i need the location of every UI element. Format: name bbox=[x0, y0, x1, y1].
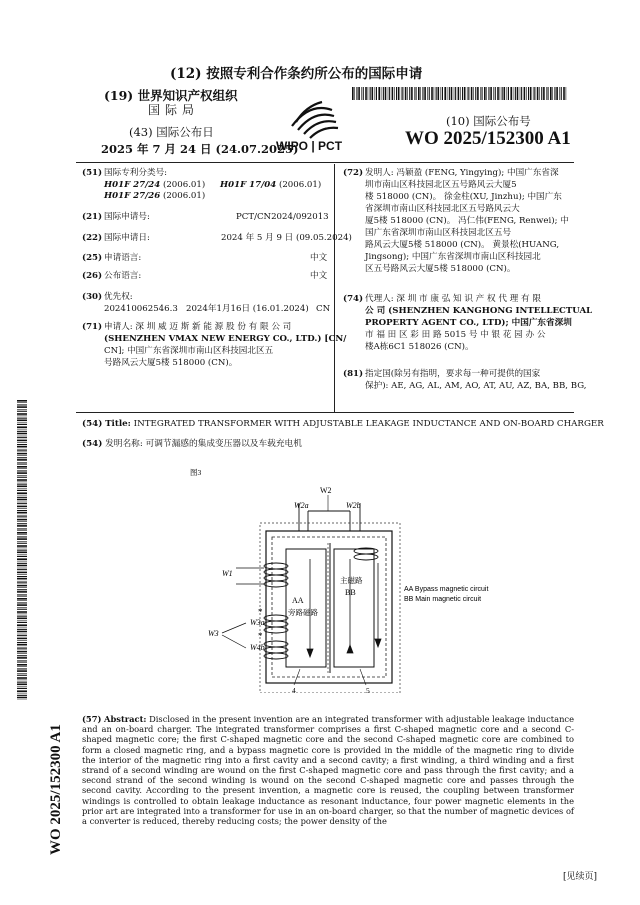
designated-line: 保护): AE, AG, AL, AM, AO, AT, AU, AZ, BA, BB, BG, bbox=[365, 381, 587, 391]
agent-line: 公 司 (SHENZHEN KANGHONG INTELLECTUAL bbox=[365, 306, 593, 316]
abstract-block bbox=[82, 714, 574, 826]
aa-cn-label: 旁路磁路 bbox=[288, 608, 318, 617]
agent-line: 楼A栋6C1 518026 (CN)。 bbox=[365, 342, 474, 352]
designated-line: 指定国(除另有指明，要求每一种可提供的国家 bbox=[365, 369, 541, 379]
flux-path bbox=[272, 537, 386, 677]
priority-date: 2024年1月16日 (16.01.2024) bbox=[186, 304, 309, 314]
w1-label: W1 bbox=[222, 569, 233, 578]
applicant-line: CN]; 中国广东省深圳市南山区科技园北区五 bbox=[104, 346, 274, 356]
inventor-line: 区五号路风云大厦5楼 518000 (CN)。 bbox=[365, 264, 516, 274]
bb-cn-label: 主磁路 bbox=[340, 576, 363, 585]
logo-text: WIPO | PCT bbox=[276, 139, 343, 153]
filing-date-value: 2024 年 5 月 9 日 (09.05.2024) bbox=[221, 233, 352, 243]
inventor-line: 路风云大厦5楼 518000 (CN)。 黄景松(HUANG, bbox=[365, 240, 560, 250]
inventor-line: 国广东省深圳市南山区科技园北区五号 bbox=[365, 228, 512, 238]
filing-lang-value: 中文 bbox=[310, 253, 328, 263]
w4b-coil bbox=[264, 641, 288, 659]
legend-bb: BB Main magnetic circuit bbox=[404, 596, 482, 603]
agent-code: (74) bbox=[343, 294, 364, 304]
inventor-line: 厦5楼 518000 (CN)。 冯仁伟(FENG, Renwei); 中 bbox=[365, 216, 569, 226]
pub-lang-code: (26) bbox=[82, 271, 103, 281]
bib-bottom-rule bbox=[76, 412, 574, 413]
ipc-item: H01F 17/04 (2006.01) bbox=[220, 180, 322, 190]
figure-label: 图3 bbox=[190, 468, 202, 477]
barcode-top bbox=[352, 87, 567, 100]
inventor-line: Jingsong); 中国广东省深圳市南山区科技园北 bbox=[365, 252, 541, 262]
publication-date: 2025 年 7 月 24 日 (24.07.2025) bbox=[101, 142, 299, 156]
w3a-coil bbox=[264, 615, 288, 633]
publication-number: WO 2025/152300 A1 bbox=[405, 128, 571, 149]
designated-code: (81) bbox=[343, 369, 364, 379]
organization-bureau: 国际局 bbox=[148, 103, 200, 117]
w2-label: W2 bbox=[320, 486, 332, 495]
barcode-side bbox=[17, 400, 27, 700]
app-no-label: 国际申请号: bbox=[104, 212, 150, 222]
ipc-code: (51) bbox=[82, 168, 103, 178]
w2b-label: W2b bbox=[346, 501, 361, 510]
applicant-line: 申请人: 深 圳 威 迈 斯 新 能 源 股 份 有 限 公 司 bbox=[104, 322, 292, 332]
abstract-label: Abstract: bbox=[104, 714, 147, 724]
legend-aa: AA Bypass magnetic circuit bbox=[404, 586, 489, 593]
second-cavity bbox=[334, 549, 374, 667]
inventor-line: 楼 518000 (CN)。 徐金柱(XU, Jinzhu); 中国广东 bbox=[365, 192, 562, 202]
filing-date-code: (22) bbox=[82, 233, 103, 243]
continued-marker: [见续页] bbox=[562, 872, 597, 882]
abstract-text: Disclosed in the present invention are an integrated transformer with adjustable leakage inductance and an on-board charger. The integrated transformer comprises a first C-shaped magnetic core and a second C-shaped magnetic core; the first C-shaped magnetic core and the second C-shaped magnetic core are combined to form a closed magnetic ring, and a bypass magnetic core is provided in the middle of the magnetic ring to divide the interior of the magnetic ring into a first cavity and a second cavity; a first winding, a third winding and a first strand of a second winding are wound on the first C-shaped magnetic core and pass through the first cavity; and a second strand of the second winding is wound on the second C-shaped magnetic core and passes through the second cavity. According to the present invention, a magnetic core is reused, the coupling between transformer windings is controlled to obtain leakage inductance as resonant inductance, four power magnetic elements in the prior art are integrated into a transformer for use in an on-board charger, so that the number of magnetic devices of a converter is reduced, thereby reducing costs; the power density of the bbox=[82, 714, 575, 827]
org-code: (19) bbox=[104, 88, 134, 103]
priority-code: (30) bbox=[82, 292, 103, 302]
app-no-code: (21) bbox=[82, 212, 103, 222]
pub-lang-value: 中文 bbox=[310, 271, 328, 281]
filing-lang-label: 申请语言: bbox=[104, 253, 142, 263]
priority-number: 202410062546.3 bbox=[104, 304, 178, 314]
inventor-line: 发明人: 冯颖盈 (FENG, Yingying); 中国广东省深 bbox=[365, 168, 559, 178]
applicant-line: 号路风云大厦5楼 518000 (CN)。 bbox=[104, 358, 238, 368]
ref-4: 4 bbox=[292, 686, 296, 693]
inventors-code: (72) bbox=[343, 168, 364, 178]
agent-line: 市 福 田 区 彩 田 路 5015 号 中 银 花 园 办 公 bbox=[365, 330, 546, 340]
applicant-code: (71) bbox=[82, 322, 103, 332]
filing-date-label: 国际申请日: bbox=[104, 233, 150, 243]
title-english: (54) Title: INTEGRATED TRANSFORMER WITH ADJUSTABLE LEAKAGE INDUCTANCE AND ON-BOARD CHARGER bbox=[82, 419, 604, 429]
w1-coil bbox=[264, 563, 288, 587]
svg-text:*: * bbox=[258, 607, 263, 617]
priority-label: 优先权: bbox=[104, 292, 133, 302]
publication-date-label: (43) 国际公布日 bbox=[129, 125, 214, 139]
w4b-label: W4b bbox=[250, 643, 265, 652]
ipc-item: H01F 27/26 (2006.01) bbox=[104, 191, 206, 201]
title-chinese: (54) 发明名称: 可调节漏感的集成变压器以及车载充电机 bbox=[82, 439, 302, 449]
bb-label: BB bbox=[345, 588, 356, 597]
transformer-diagram bbox=[190, 463, 530, 693]
ref-5: 5 bbox=[366, 686, 370, 693]
w2a-label: W2a bbox=[294, 501, 309, 510]
filing-lang-code: (25) bbox=[82, 253, 103, 263]
app-no-value: PCT/CN2024/092013 bbox=[236, 212, 329, 222]
applicant-line: (SHENZHEN VMAX NEW ENERGY CO., LTD.) [CN/ bbox=[104, 334, 347, 344]
publication-number-label: (10) 国际公布号 bbox=[446, 114, 531, 128]
org-name-cn: 世界知识产权组织 bbox=[137, 88, 238, 103]
agent-line: PROPERTY AGENT CO., LTD); 中国广东省深圳 bbox=[365, 318, 572, 328]
pub-lang-label: 公布语言: bbox=[104, 271, 142, 281]
w3-label: W3 bbox=[208, 629, 219, 638]
inventor-line: 省深圳市南山区科技园北区五号路风云大 bbox=[365, 204, 520, 214]
w3a-label: W3a bbox=[250, 618, 265, 627]
column-divider bbox=[334, 164, 335, 412]
header-rule bbox=[76, 162, 574, 163]
side-publication-number: WO 2025/152300 A1 bbox=[48, 724, 64, 855]
publication-type-heading: (12) 按照专利合作条约所公布的国际申请 bbox=[170, 66, 423, 82]
ipc-item: H01F 27/24 (2006.01) bbox=[104, 180, 206, 190]
abstract-code: (57) bbox=[82, 714, 102, 724]
aa-label: AA bbox=[292, 596, 304, 605]
ipc-label: 国际专利分类号: bbox=[104, 168, 168, 178]
inventor-line: 圳市南山区科技园北区五号路风云大厦5 bbox=[365, 180, 517, 190]
priority-country: CN bbox=[316, 304, 331, 314]
agent-line: 代理人: 深 圳 市 康 弘 知 识 产 权 代 理 有 限 bbox=[365, 294, 541, 304]
svg-text:*: * bbox=[258, 631, 263, 641]
